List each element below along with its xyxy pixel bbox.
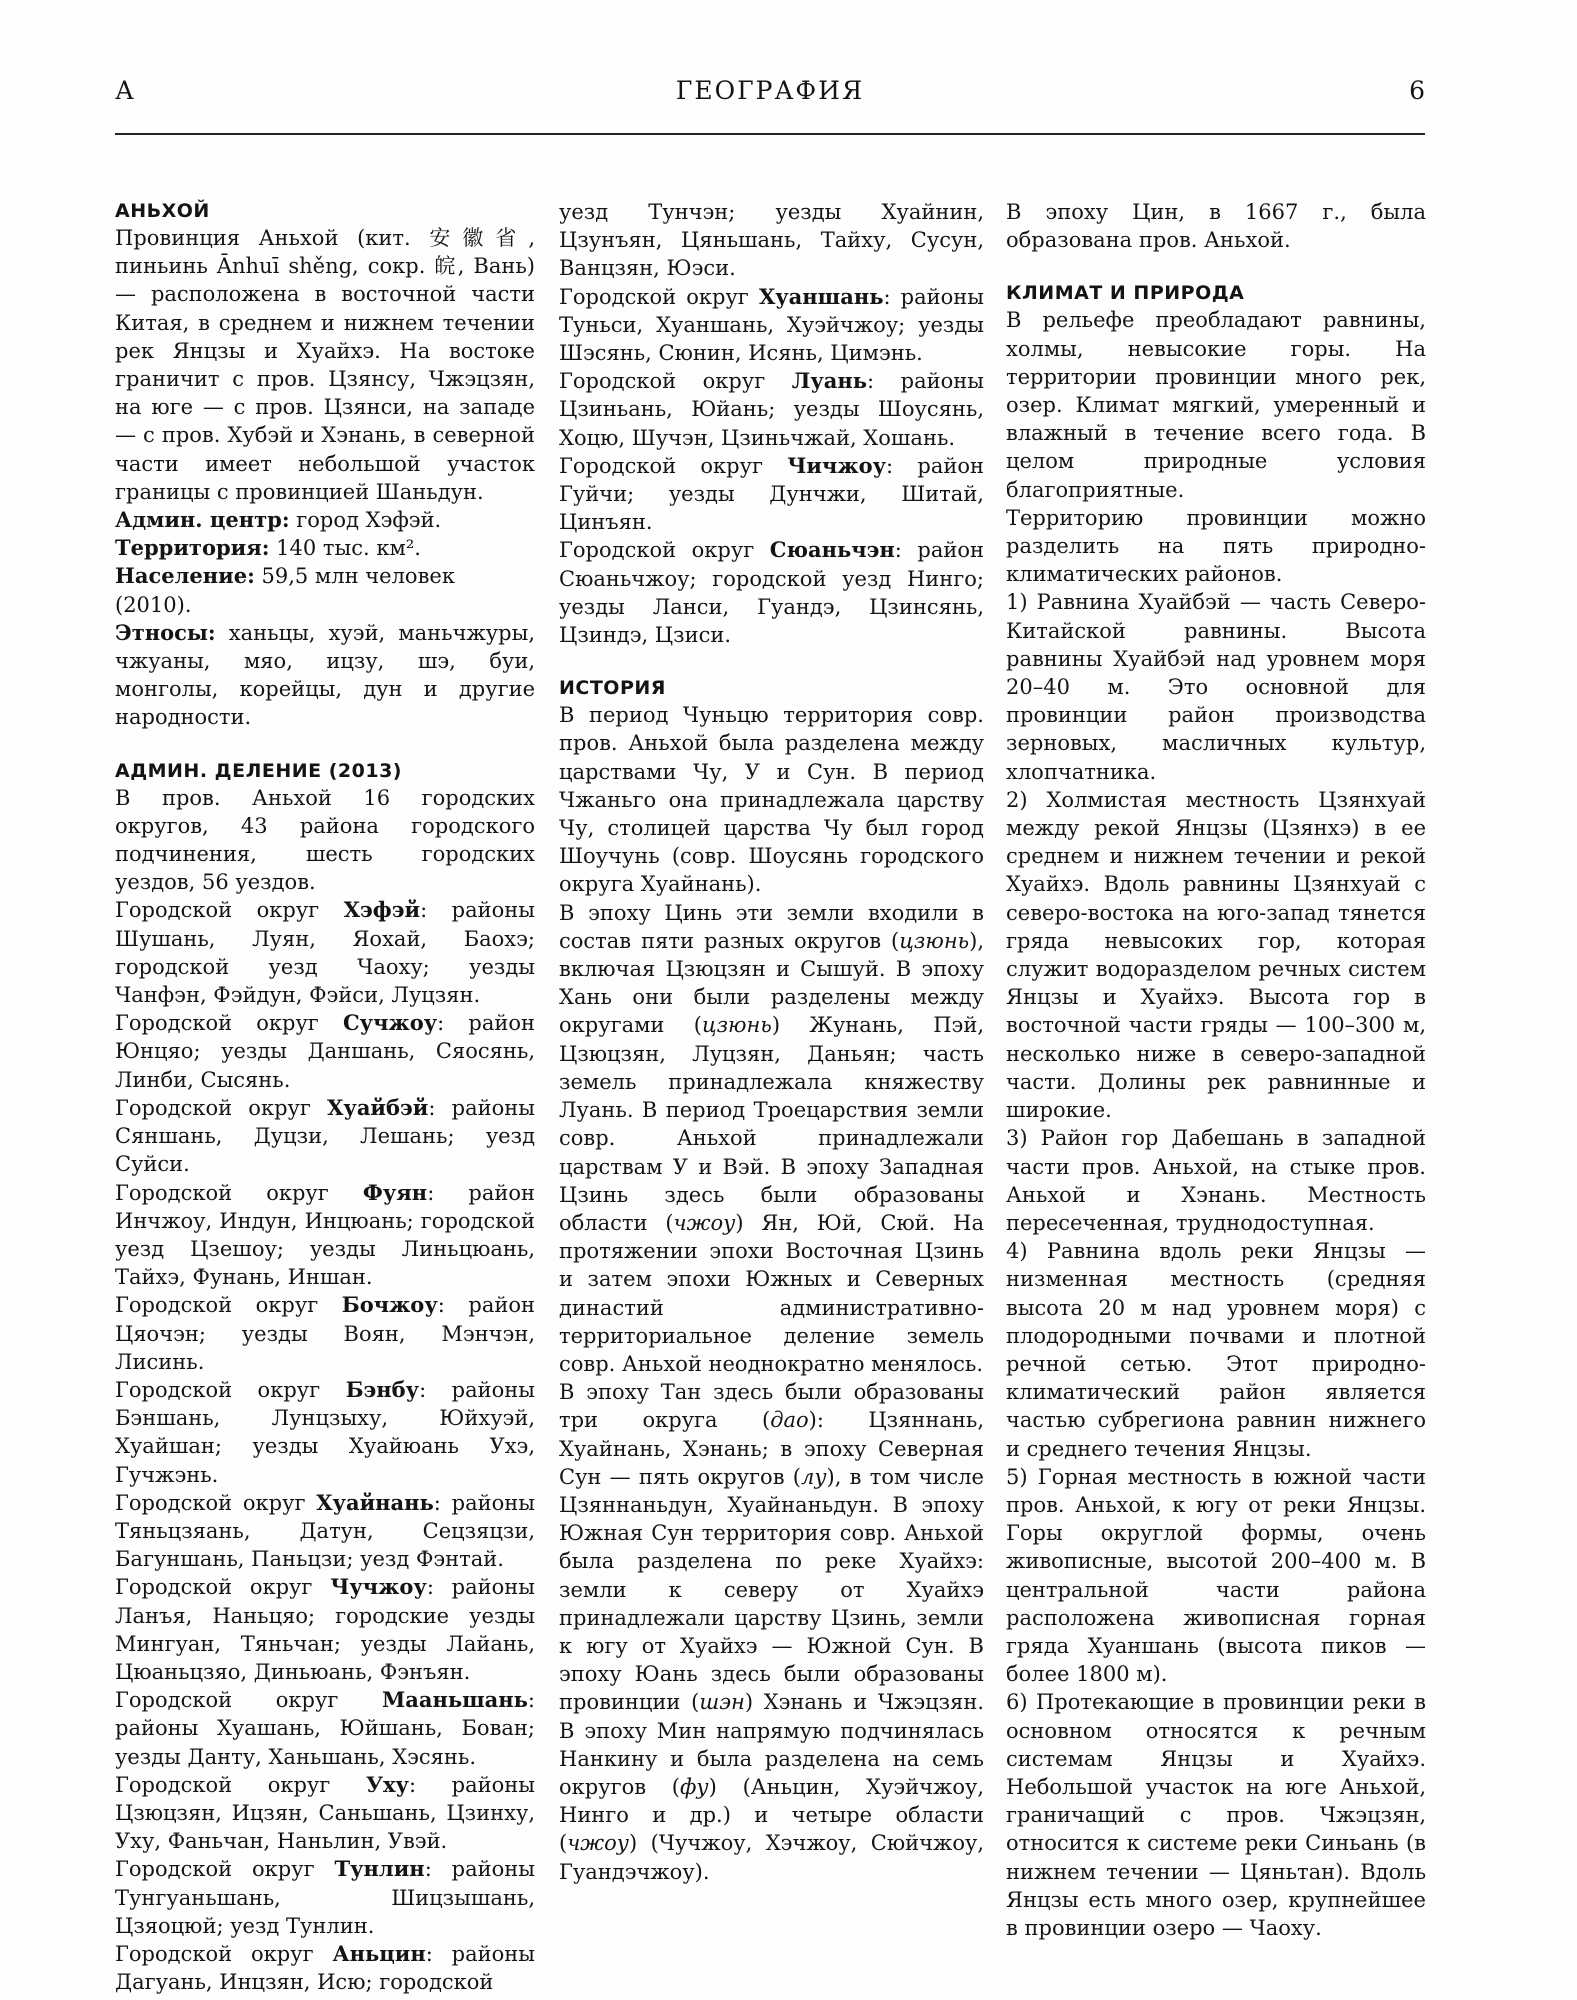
district-text: : район Гуйчи; уезды Дунчжи, Шитай, Цинъян. bbox=[559, 453, 984, 535]
district-text: : район Юнцяо; уезды Даншань, Сяосянь, Линби, Сысянь. bbox=[115, 1011, 535, 1092]
italic-term: шэн bbox=[699, 1690, 745, 1715]
fact-label: Админ. центр: bbox=[115, 507, 290, 533]
district-prefix: Городской округ bbox=[559, 284, 759, 309]
fact-admin-center bbox=[115, 506, 535, 534]
climate-zone-6: 6) Протекающие в провинции реки в основном относятся к речным системам Янцзы и Хуайхэ. Небольшой участок на юге Аньхой, граничащий с пров. Чжэцзян, относится к системе реки Синьань (в нижнем течении — Цяньтан). Вдоль Янцзы есть много озер, крупнейшее в провинции озеро — Чаоху. bbox=[1006, 1690, 1426, 1940]
district-prefix: Городской округ bbox=[115, 1772, 366, 1797]
district-name: Уху bbox=[365, 1771, 409, 1797]
district-entry bbox=[115, 1771, 535, 1856]
district-prefix: Городской округ bbox=[115, 1377, 346, 1402]
district-name: Сюаньчэн bbox=[769, 537, 895, 563]
fact-population bbox=[115, 562, 535, 618]
section-heading-admin: АДМИН. ДЕЛЕНИЕ (2013) bbox=[115, 759, 402, 782]
district-text: : районы Шушань, Луян, Яохай, Баохэ; городской уезд Чаоху; уезды Чанфэн, Фэйдун, Фэйси, Луцзян. bbox=[115, 898, 535, 1008]
italic-term: чжоу bbox=[567, 1831, 629, 1856]
intro-paragraph: Провинция Аньхой (кит. 安徽省, пиньинь Ānhuī shěng, сокр. 皖, Вань) — расположена в восточной части Китая, в среднем и нижнем течении рек Янцзы и Хуайхэ. На востоке граничит с пров. Цзянсу, Чжэцзян, на юге — с пров. Цзянси, на западе — с пров. Хубэй и Хэнань, в северной части имеет небольшой участок границы с провинцией Шаньдун. bbox=[115, 226, 535, 504]
section-heading-climate: КЛИМАТ И ПРИРОДА bbox=[1006, 282, 1245, 305]
district-entry bbox=[559, 367, 984, 452]
district-name: Чичжоу bbox=[787, 452, 887, 478]
district-text: : районы Бэншань, Лунцзыху, Юйхуэй, Хуайшан; уезды Хуайюань Ухэ, Гучжэнь. bbox=[115, 1377, 535, 1487]
header-rule bbox=[115, 133, 1425, 135]
fact-label: Население: bbox=[115, 563, 255, 589]
text-run: ), включая Цзюцзян и Сышуй. В эпоху Хань они были разделены между округами ( bbox=[559, 928, 984, 1038]
district-prefix: Городской округ bbox=[115, 1575, 331, 1600]
italic-term: чжоу bbox=[673, 1210, 736, 1235]
column-3 bbox=[1006, 198, 1426, 1942]
district-name: Хуайбэй bbox=[327, 1094, 429, 1120]
text-run: ) Ян, Юй, Сюй. На протяжении эпохи Восточная Цзинь и затем эпохи Южных и Северных династий административно-территориальное деление земель совр. Аньхой неоднократно менялось. bbox=[559, 1210, 985, 1376]
climate-zone-5: 5) Горная местность в южной части пров. Аньхой, к югу от реки Янцзы. Горы округлой формы, очень живописные, высотой 200–400 м. В центральной части района расположена живописная горная гряда Хуаншань (высота пиков — более 1800 м). bbox=[1006, 1464, 1426, 1687]
district-text: : район Сюаньчжоу; городской уезд Нинго; уезды Ланси, Гуандэ, Цзинсянь, Цзиндэ, Цзиси. bbox=[559, 538, 984, 648]
fact-label: Этносы: bbox=[115, 619, 216, 645]
district-entry bbox=[115, 1489, 535, 1574]
district-prefix: Городской округ bbox=[115, 1180, 363, 1205]
text-run: ): Цзяннань, Хуайнань, Хэнань; в эпоху Северная Сун — пять округов ( bbox=[559, 1408, 984, 1489]
entry-title: АНЬХОЙ bbox=[115, 200, 210, 222]
district-entry bbox=[115, 1940, 535, 1996]
district-prefix: Городской округ bbox=[115, 1293, 342, 1318]
district-entry bbox=[559, 283, 984, 368]
fact-value: 59,5 млн человек (2010). bbox=[115, 564, 455, 617]
fact-value: ханьцы, хуэй, маньчжуры, чжуаны, мяо, ицзу, шэ, буи, монголы, корейцы, дун и другие народности. bbox=[115, 620, 535, 730]
history-paragraph-3 bbox=[559, 1378, 984, 1886]
fact-value: город Хэфэй. bbox=[289, 508, 442, 533]
climate-zone-4: 4) Равнина вдоль реки Янцзы — низменная местность (средняя высота 20 м над уровнем моря) с плодородными почвами и плотной речной сетью. Этот природно-климатический район является частью субрегиона равнин нижнего и среднего течения Янцзы. bbox=[1006, 1239, 1426, 1461]
district-text: : район Цяочэн; уезды Воян, Мэнчэн, Лисинь. bbox=[115, 1293, 535, 1374]
italic-term: лу bbox=[800, 1464, 827, 1489]
district-name: Хэфэй bbox=[343, 897, 421, 923]
district-text: : районы Сяншань, Дуцзи, Лешань; уезд Суйси. bbox=[115, 1095, 535, 1177]
district-prefix: Городской округ bbox=[559, 369, 792, 394]
district-entry bbox=[115, 1291, 535, 1376]
district-entry bbox=[559, 536, 984, 649]
italic-term: дао bbox=[770, 1408, 809, 1433]
header-section-letter: А bbox=[115, 76, 135, 105]
fact-value: 140 тыс. км². bbox=[269, 536, 421, 561]
district-entry bbox=[115, 1573, 535, 1686]
district-prefix: Городской округ bbox=[115, 1688, 383, 1713]
text-run: ), в том числе Цзяннаньдун, Хуайнаньдун. В эпоху Южная Сун территория совр. Аньхой была разделена по реке Хуайхэ: земли к северу от Хуайхэ принадлежали царству Цзинь, земли к югу от Хуайхэ — Южной Сун. В эпоху Юань здесь были образованы провинции ( bbox=[559, 1464, 984, 1715]
district-prefix: Городской округ bbox=[115, 1011, 343, 1036]
district-prefix: Городской округ bbox=[115, 1095, 328, 1120]
fact-territory bbox=[115, 534, 535, 562]
history-paragraph-4: В эпоху Цин, в 1667 г., была образована пров. Аньхой. bbox=[1006, 200, 1426, 253]
climate-zone-3: 3) Район гор Дабешань в западной части пров. Аньхой, на стыке пров. Аньхой и Хэнань. Местность пересеченная, труднодоступная. bbox=[1006, 1126, 1426, 1235]
history-paragraph-1: В период Чуньцю территория совр. пров. Аньхой была разделена между царствами Чу, У и Сун. В период Чжаньго она принадлежала царству Чу, столицей царства Чу был город Шоучунь (совр. Шоусянь городского округа Хуайнань). bbox=[559, 703, 984, 897]
district-name: Бочжоу bbox=[341, 1292, 438, 1318]
climate-paragraph-2: Территорию провинции можно разделить на пять природно-климатических районов. bbox=[1006, 505, 1426, 587]
climate-zone-1: 1) Равнина Хуайбэй — часть Северо-Китайской равнины. Высота равнины Хуайбэй над уровнем моря 20–40 м. Это основной для провинции район производства зерновых, масличных культур, хлопчатника. bbox=[1006, 590, 1426, 784]
district-name: Сучжоу bbox=[342, 1010, 438, 1036]
district-name: Аньцин bbox=[332, 1940, 426, 1966]
climate-zone-2: 2) Холмистая местность Цзянхуай между рекой Янцзы (Цзянхэ) в ее среднем и нижнем течении и рекой Хуайхэ. Вдоль равнины Цзянхуай с северо-востока на юго-запад тянется гряда невысоких гор, которая служит водоразделом речных систем Янцзы и Хуайхэ. Высота гор в восточной части гряды — 100–300 м, несколько ниже в северо-западной части. Долины рек равнинные и широкие. bbox=[1006, 787, 1426, 1123]
district-prefix: Городской округ bbox=[115, 898, 344, 923]
district-text: : районы Цзюцзян, Ицзян, Саньшань, Цзинху, Уху, Фаньчан, Наньлин, Увэй. bbox=[115, 1772, 535, 1854]
district-name: Фуян bbox=[362, 1179, 428, 1205]
district-name: Тунлин bbox=[334, 1856, 425, 1882]
district-entry bbox=[115, 896, 535, 1009]
district-text: : районы Туньси, Хуаншань, Хуэйчжоу; уезды Шэсянь, Сюнин, Исянь, Цимэнь. bbox=[559, 284, 984, 366]
district-entry bbox=[115, 1094, 535, 1179]
history-paragraph-2 bbox=[559, 899, 984, 1378]
page-number: 6 bbox=[1409, 76, 1425, 105]
district-prefix: Городской округ bbox=[115, 1941, 333, 1966]
district-entry bbox=[115, 1376, 535, 1489]
district-text: : районы Дагуань, Инцзян, Исю; городской bbox=[115, 1941, 535, 1995]
italic-term: фу bbox=[680, 1774, 709, 1799]
district-prefix: Городской округ bbox=[115, 1857, 335, 1882]
text-run: В эпоху Тан здесь были образованы три округа ( bbox=[559, 1380, 984, 1433]
italic-term: цзюнь bbox=[701, 1013, 772, 1038]
column-2 bbox=[559, 198, 984, 1886]
italic-term: цзюнь bbox=[899, 928, 970, 953]
district-name: Бэнбу bbox=[345, 1376, 420, 1402]
district-name: Мааньшань bbox=[382, 1687, 528, 1713]
fact-label: Территория: bbox=[115, 535, 270, 561]
section-heading-history: ИСТОРИЯ bbox=[559, 677, 666, 700]
district-text: : районы Ланъя, Наньцяо; городские уезды Мингуан, Тяньчан; уезды Лайань, Цюаньцзяо, Диньюань, Фэнъян. bbox=[115, 1575, 535, 1684]
district-text: : районы Хуашань, Юйшань, Бован; уезды Данту, Ханьшань, Хэсянь. bbox=[115, 1688, 535, 1769]
district-entry bbox=[115, 1686, 535, 1771]
district-entry bbox=[115, 1179, 535, 1292]
fact-ethnic-groups bbox=[115, 619, 535, 732]
district-entry bbox=[559, 452, 984, 537]
column-1 bbox=[115, 198, 535, 1996]
district-text: : районы Тяньцзяань, Датун, Сецзяцзи, Багуншань, Паньцзи; уезд Фэнтай. bbox=[115, 1490, 535, 1572]
district-text: : район Инчжоу, Индун, Инцюань; городской уезд Цзешоу; уезды Линьцюань, Тайхэ, Фунань, Иншан. bbox=[115, 1180, 535, 1290]
district-prefix: Городской округ bbox=[115, 1490, 317, 1515]
district-name: Хуаншань bbox=[758, 283, 884, 309]
district-list bbox=[115, 896, 535, 1996]
district-continuation: уезд Тунчэн; уезды Хуайнин, Цзунъян, Цяньшань, Тайху, Сусун, Ванцзян, Юэси. bbox=[559, 200, 984, 281]
district-entry bbox=[115, 1855, 535, 1940]
district-text: : районы Тунгуаньшань, Шицзышань, Цзяоцюй; уезд Тунлин. bbox=[115, 1857, 535, 1938]
text-run: ) Жунань, Пэй, Цзюцзян, Луцзян, Даньян; часть земель принадлежала княжеству Луань. В период Троецарствия земли совр. Аньхой принадлежали царствам У и Вэй. В эпоху Западная Цзинь здесь были образованы области ( bbox=[559, 1013, 984, 1235]
admin-intro-paragraph: В пров. Аньхой 16 городских округов, 43 района городского подчинения, шесть городских уездов, 56 уездов. bbox=[115, 785, 535, 895]
district-prefix: Городской округ bbox=[559, 538, 770, 563]
climate-paragraph-1: В рельефе преобладают равнины, холмы, невысокие горы. На территории провинции много рек, озер. Климат мягкий, умеренный и влажный в течение всего года. В целом природные условия благоприятные. bbox=[1006, 308, 1426, 502]
text-run: В эпоху Цинь эти земли входили в состав пяти разных округов ( bbox=[559, 900, 984, 953]
running-header bbox=[115, 76, 1425, 116]
district-prefix: Городской округ bbox=[559, 453, 788, 478]
header-title: ГЕОГРАФИЯ bbox=[675, 76, 865, 105]
district-entry bbox=[115, 1009, 535, 1094]
text-run: ) Хэнань и Чжэцзян. В эпоху Мин напрямую подчинялась Нанкину и была разделена на семь округов ( bbox=[559, 1690, 985, 1799]
district-name: Чучжоу bbox=[330, 1574, 427, 1600]
district-name: Хуайнань bbox=[316, 1489, 434, 1515]
district-name: Луань bbox=[791, 368, 868, 394]
text-run: ) (Аньцин, Хуэйчжоу, Нинго и др.) и четыре области ( bbox=[559, 1774, 984, 1856]
district-text: : районы Цзиньань, Юйань; уезды Шоусянь, Хоцю, Шучэн, Цзиньчжай, Хошань. bbox=[559, 369, 984, 450]
text-run: ) (Чучжоу, Хэчжоу, Сюйчжоу, Гуандэчжоу). bbox=[559, 1831, 984, 1884]
